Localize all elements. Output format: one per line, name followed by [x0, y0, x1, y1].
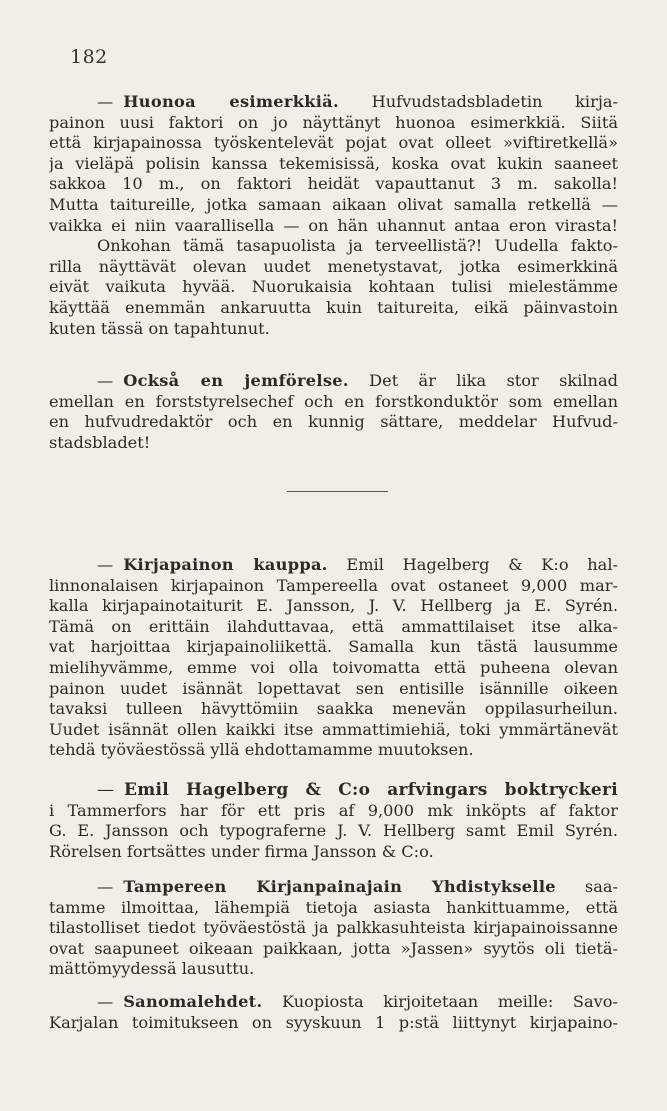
text-line: vaikka ei niin vaarallisella — on hän uhannut antaa eron virasta! [49, 215, 618, 235]
text-line: G. E. Jansson och typograferne J. V. Hellberg samt Emil Syrén. [49, 821, 618, 841]
section-divider [287, 491, 388, 492]
article-heading: Emil Hagelberg & C:o arfvingars boktryckeri [124, 780, 618, 800]
text-line: tavaksi tulleen hävyttömiin saakka menevän oppilasurheilun. [49, 699, 618, 719]
text-line: stadsbladet! [49, 432, 151, 452]
text-line: i Tammerfors har för ett pris af 9,000 mk inköpts af faktor [49, 800, 618, 820]
text-line: Mutta taitureille, jotka samaan aikaan olivat samalla retkellä — [49, 194, 618, 214]
article-first-line [49, 780, 618, 801]
text-line: että kirjapainossa työskentelevät pojat ovat olleet »viftiretkellä» [49, 133, 618, 153]
text-line: emellan en forststyrelsechef och en forstkonduktör som emellan [49, 391, 618, 411]
text-line: linnonalaisen kirjapainon Tampereella ovat ostaneet 9,000 mar- [49, 575, 618, 595]
em-dash: — [97, 877, 114, 896]
text-line: en hufvudredaktör och en kunnig sättare, meddelar Hufvud- [49, 412, 618, 432]
article-sanomalehdet [49, 992, 618, 1033]
article-text: Emil Hagelberg & K:o hal- [346, 555, 618, 574]
text-line: käyttää enemmän ankaruutta kuin taitureita, eikä päinvastoin [49, 297, 618, 317]
text-line: rilla näyttävät olevan uudet menetystavat, jotka esimerkkinä [49, 256, 618, 276]
article-heading: Huonoa esimerkkiä. [123, 92, 339, 111]
text-line: tamme ilmoittaa, lähempiä tietoja asiasta hankittuamme, että [49, 897, 618, 917]
text-line: kalla kirjapainotaiturit E. Jansson, J. V. Hellberg ja E. Syrén. [49, 596, 618, 616]
article-text: Det är lika stor skilnad [369, 371, 618, 390]
article-first-line [49, 555, 618, 576]
article-heading: Tampereen Kirjanpainajain Yhdistykselle [123, 877, 556, 896]
article-kirjapainon-kauppa [49, 555, 618, 761]
article-huonoa-esimerkkia [49, 92, 618, 339]
article-first-line [49, 877, 618, 898]
text-line: mättömyydessä lausuttu. [49, 959, 255, 979]
article-first-line [49, 992, 618, 1013]
page-number: 182 [70, 46, 108, 68]
text-line: Tämä on erittäin ilahduttavaa, että ammattilaiset itse alka- [49, 616, 618, 636]
text-line: eivät vaikuta hyvää. Nuorukaisia kohtaan tulisi mielestämme [49, 277, 618, 297]
article-heading: Sanomalehdet. [123, 992, 263, 1011]
text-line: Onkohan tämä tasapuolista ja terveellistä?! Uudella fakto- [97, 236, 618, 256]
text-line: mielihyvämme, emme voi olla toivomatta että puheena olevan [49, 657, 618, 677]
article-first-line [49, 371, 618, 392]
text-line: tehdä työväestössä yllä ehdottamamme muutoksen. [49, 740, 474, 760]
article-heading: Kirjapainon kauppa. [123, 555, 328, 574]
text-line: sakkoa 10 m., on faktori heidät vapauttanut 3 m. sakolla! [49, 174, 618, 194]
article-tampereen-kirjanpainajain [49, 877, 618, 980]
text-line: kuten tässä on tapahtunut. [49, 318, 270, 338]
em-dash: — [97, 92, 114, 111]
article-first-line [49, 92, 618, 113]
text-line: ja vieläpä polisin kanssa tekemisissä, koska ovat kukin saaneet [49, 153, 618, 173]
em-dash: — [97, 992, 114, 1011]
article-emil-hagelberg-arfvingars [49, 780, 618, 862]
article-text: Hufvudstadsbladetin kirja- [371, 92, 618, 111]
article-ocksa-en-jemforelse [49, 371, 618, 453]
article-text: saa- [584, 877, 618, 896]
text-line: tilastolliset tiedot työväestöstä ja palkkasuhteista kirjapainoissanne [49, 918, 618, 938]
em-dash: — [97, 371, 114, 390]
text-line: ovat saapuneet oikeaan paikkaan, jotta »Jassen» syytös oli tietä- [49, 938, 618, 958]
article-text: Kuopiosta kirjoitetaan meille: Savo- [282, 992, 618, 1011]
em-dash: — [97, 780, 114, 800]
text-line: Karjalan toimitukseen on syyskuun 1 p:stä liittynyt kirjapaino- [49, 1012, 618, 1032]
text-line: Rörelsen fortsättes under firma Jansson & C:o. [49, 841, 434, 861]
text-line: painon uudet isännät lopettavat sen entisille isännille oikeen [49, 678, 618, 698]
em-dash: — [97, 555, 114, 574]
text-line: Uudet isännät ollen kaikki itse ammattimiehiä, toki ymmärtänevät [49, 719, 618, 739]
article-heading: Också en jemförelse. [123, 371, 349, 390]
text-line: vat harjoittaa kirjapainoliikettä. Samalla kun tästä lausumme [49, 637, 618, 657]
text-line: painon uusi faktori on jo näyttänyt huonoa esimerkkiä. Siitä [49, 112, 618, 132]
